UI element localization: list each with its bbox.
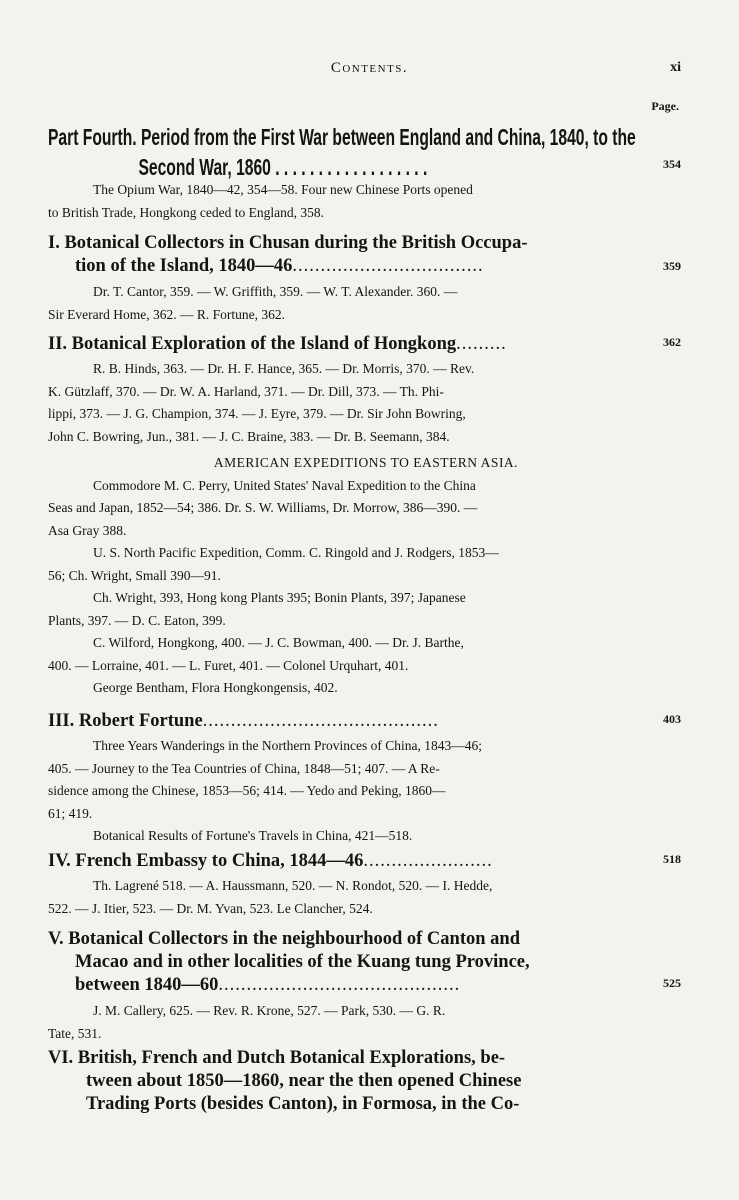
part-four-page: 354 xyxy=(663,157,681,171)
section-six-heading xyxy=(48,1047,684,1116)
heading-line: tween about 1850—1860, near the then opened Chinese xyxy=(86,1071,522,1091)
section-one xyxy=(48,232,684,326)
body-line: K. Gützlaff, 370. — Dr. W. A. Harland, 371. — Dr. Dill, 373. — Th. Phi- xyxy=(48,383,444,399)
heading-text: II. Botanical Exploration of the Island of Hongkong xyxy=(48,334,457,354)
section-five xyxy=(48,928,684,1045)
section-three xyxy=(48,710,684,848)
body-line: 405. — Journey to the Tea Countries of China, 1848—51; 407. — A Re- xyxy=(48,760,440,776)
section-five-body xyxy=(48,1000,684,1045)
section-three-heading xyxy=(48,710,684,733)
body-line: John C. Bowring, Jun., 381. — J. C. Braine, 383. — Dr. B. Seemann, 384. xyxy=(48,428,450,444)
section-one-page: 359 xyxy=(663,259,681,273)
body-line: Sir Everard Home, 362. — R. Fortune, 362. xyxy=(48,306,285,322)
body-line: sidence among the Chinese, 1853—56; 414. — Yedo and Peking, 1860— xyxy=(48,783,446,798)
body-line: George Bentham, Flora Hongkongensis, 402. xyxy=(93,680,338,695)
body-line: C. Wilford, Hongkong, 400. — J. C. Bowman, 400. — Dr. J. Barthe, xyxy=(93,635,464,650)
section-two-heading xyxy=(48,333,684,356)
body-line: 522. — J. Itier, 523. — Dr. M. Yvan, 523. Le Clancher, 524. xyxy=(48,900,373,916)
body-line: Dr. T. Cantor, 359. — W. Griffith, 359. — W. T. Alexander. 360. — xyxy=(93,284,458,299)
section-one-body xyxy=(48,281,684,326)
section-four-page: 518 xyxy=(663,852,681,866)
section-four-heading xyxy=(48,850,684,873)
leader-dots: ......... xyxy=(456,334,507,354)
part-four-title-line1: Part Fourth. Period from the First War between England and China, 1840, to the xyxy=(48,124,636,150)
heading-text: III. Robert Fortune xyxy=(48,711,203,731)
part-four-title xyxy=(48,122,691,182)
summary-line: The Opium War, 1840—42, 354—58. Four new Chinese Ports opened xyxy=(93,182,473,197)
section-three-body xyxy=(48,735,684,848)
body-line: Three Years Wanderings in the Northern Provinces of China, 1843—46; xyxy=(93,738,482,753)
body-line: Plants, 397. — D. C. Eaton, 399. xyxy=(48,612,226,628)
part-four-title-line2: Second War, 1860 . . . . . . . . . . . . . . . . . . xyxy=(138,154,428,180)
summary-line: to British Trade, Hongkong ceded to England, 358. xyxy=(48,204,324,220)
leader-dots: .................................. xyxy=(292,256,484,276)
section-four-body xyxy=(48,875,684,920)
section-six xyxy=(48,1047,684,1116)
body-line: 56; Ch. Wright, Small 390—91. xyxy=(48,567,221,583)
heading-line: Trading Ports (besides Canton), in Formosa, in the Co- xyxy=(86,1094,520,1114)
body-line: lippi, 373. — J. G. Champion, 374. — J. Eyre, 379. — Dr. Sir John Bowring, xyxy=(48,406,466,421)
section-two-page: 362 xyxy=(663,335,681,349)
body-line: R. B. Hinds, 363. — Dr. H. F. Hance, 365. — Dr. Morris, 370. — Rev. xyxy=(93,361,475,376)
heading-line xyxy=(48,255,684,278)
heading-line: V. Botanical Collectors in the neighbourhood of Canton and xyxy=(48,929,520,949)
heading-line: Macao and in other localities of the Kuang tung Province, xyxy=(75,952,530,972)
section-four xyxy=(48,850,684,920)
american-expeditions-heading: AMERICAN EXPEDITIONS TO EASTERN ASIA. xyxy=(213,455,519,470)
section-one-heading xyxy=(48,232,684,278)
section-three-page: 403 xyxy=(663,712,681,726)
running-head xyxy=(0,60,739,84)
body-line: Botanical Results of Fortune's Travels in China, 421—518. xyxy=(93,828,413,843)
body-line: Th. Lagrené 518. — A. Haussmann, 520. — N. Rondot, 520. — I. Hedde, xyxy=(93,878,493,893)
section-two-body xyxy=(48,358,684,448)
body-line: Tate, 531. xyxy=(48,1025,102,1041)
leader-dots: .......................................... xyxy=(202,711,439,731)
body-line: 400. — Lorraine, 401. — L. Furet, 401. — Colonel Urquhart, 401. xyxy=(48,657,409,673)
heading-line: VI. British, French and Dutch Botanical Explorations, be- xyxy=(48,1048,506,1068)
leader-dots: ....................... xyxy=(363,851,493,871)
heading-text: IV. French Embassy to China, 1844—46 xyxy=(48,851,364,871)
heading-line xyxy=(48,974,684,997)
running-title: Contents. xyxy=(330,60,409,76)
page-number: xi xyxy=(670,60,681,75)
body-line: Seas and Japan, 1852—54; 386. Dr. S. W. Williams, Dr. Morrow, 386—390. — xyxy=(48,500,478,515)
section-five-heading xyxy=(48,928,684,997)
body-line: Ch. Wright, 393, Hong kong Plants 395; Bonin Plants, 397; Japanese xyxy=(93,590,466,605)
body-line: Asa Gray 388. xyxy=(48,522,127,538)
section-two xyxy=(48,333,684,448)
section-five-page: 525 xyxy=(663,976,681,990)
page-column-label: Page. xyxy=(651,99,679,113)
body-line: Commodore M. C. Perry, United States' Naval Expedition to the China xyxy=(93,477,476,493)
leader-dots: ........................................... xyxy=(218,975,461,995)
heading-text: tion of the Island, 1840—46 xyxy=(75,256,293,276)
heading-text: between 1840—60 xyxy=(75,975,219,995)
body-line: 61; 419. xyxy=(48,805,93,821)
body-line: J. M. Callery, 625. — Rev. R. Krone, 527. — Park, 530. — G. R. xyxy=(93,1003,446,1018)
heading-line: I. Botanical Collectors in Chusan during the British Occupa- xyxy=(48,233,528,253)
body-line: U. S. North Pacific Expedition, Comm. C. Ringold and J. Rodgers, 1853— xyxy=(93,545,499,560)
american-expeditions xyxy=(48,452,684,700)
part-four-summary xyxy=(48,179,684,224)
